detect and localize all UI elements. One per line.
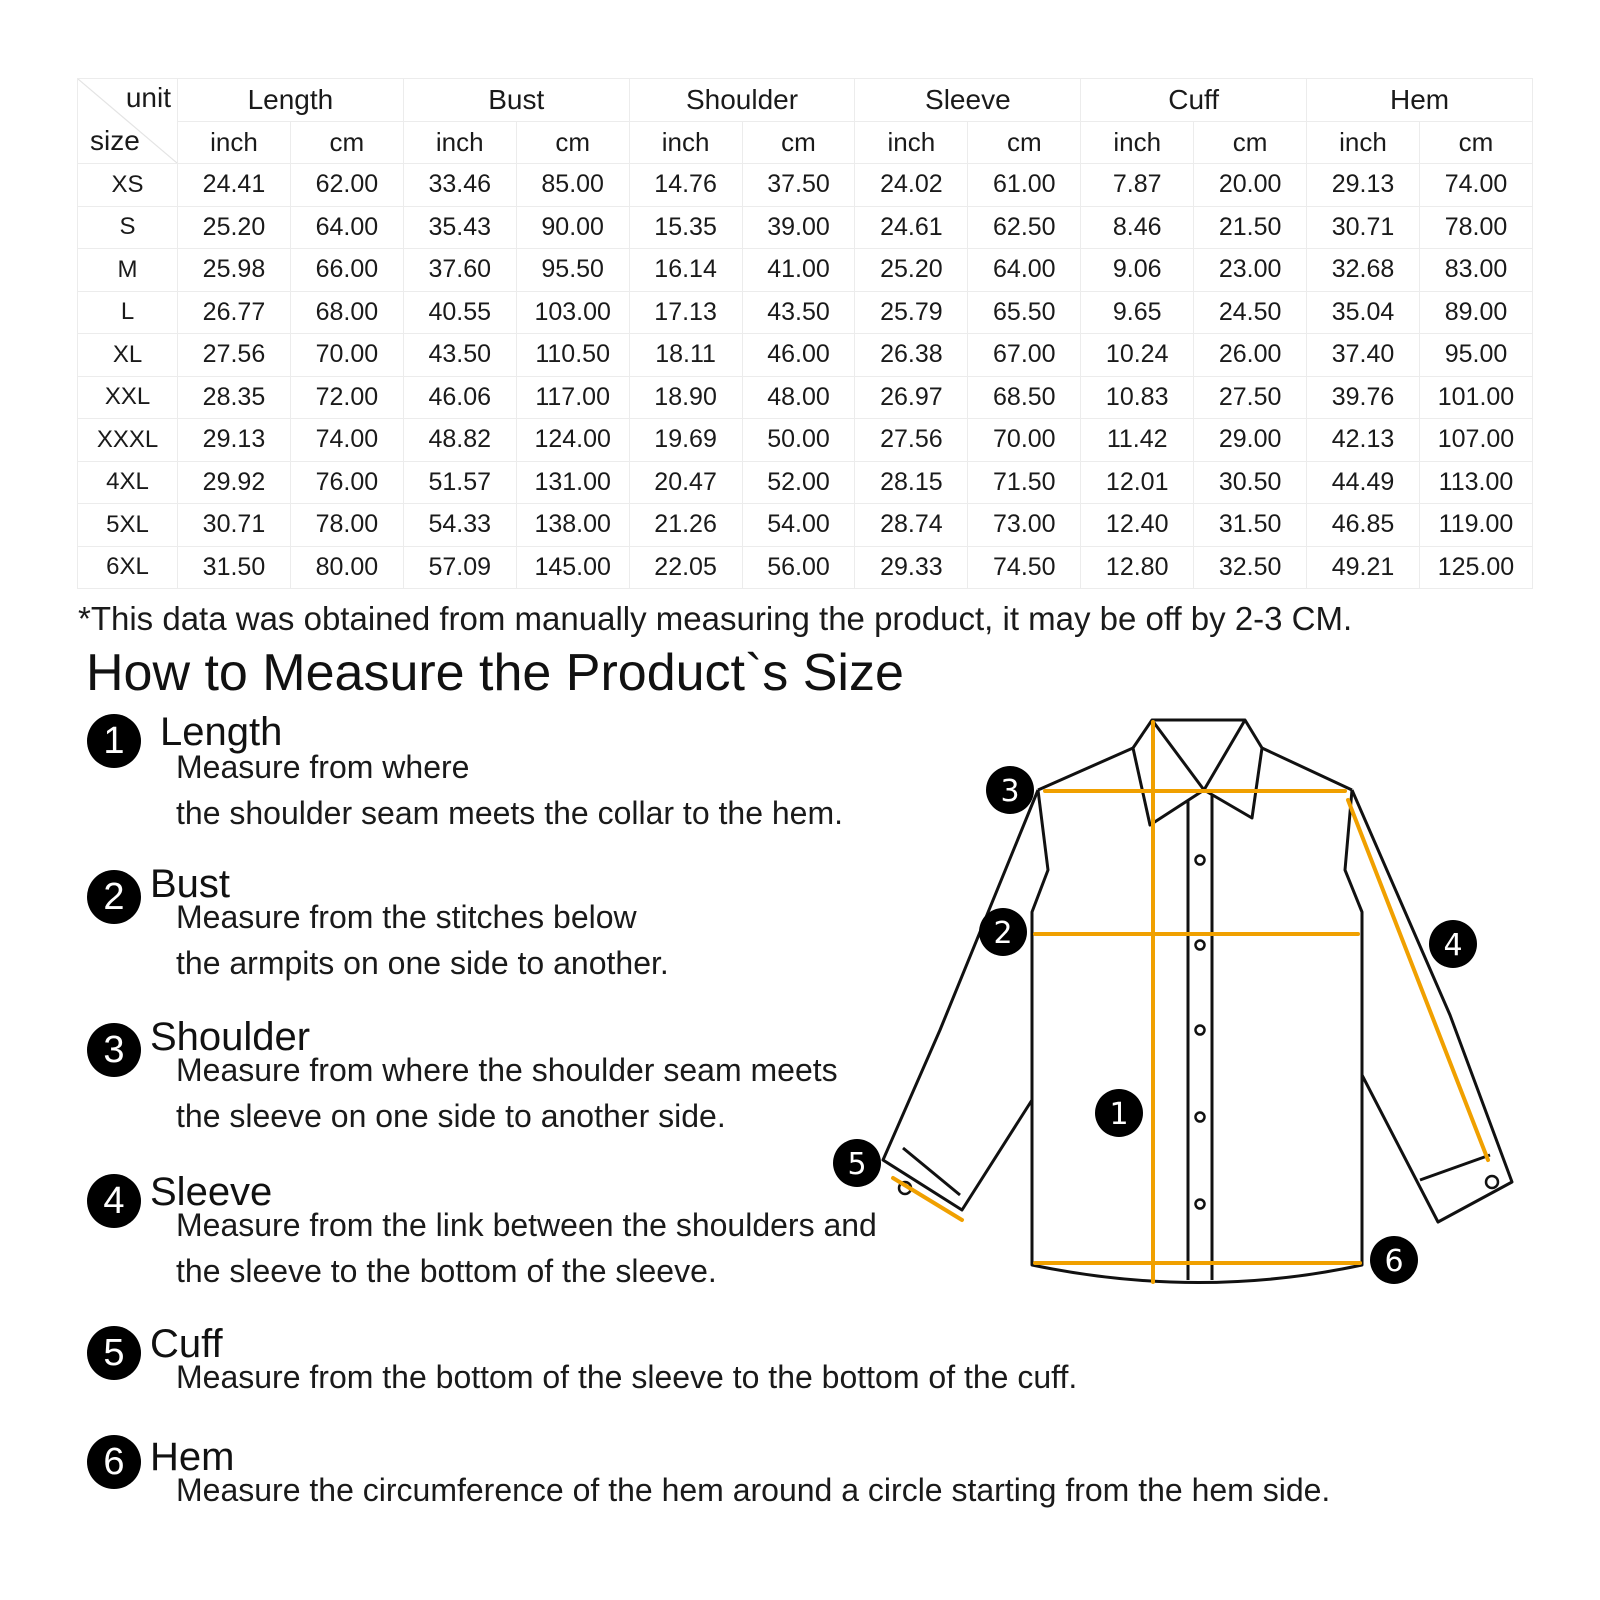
size-chart-table (77, 78, 1533, 589)
table-cell: 56.00 (742, 546, 855, 589)
table-cell: 29.13 (1307, 164, 1420, 207)
size-label-cell: XL (78, 334, 178, 377)
table-cell: 73.00 (968, 504, 1081, 547)
table-cell: 66.00 (290, 249, 403, 292)
shirt-button (1196, 1200, 1205, 1209)
table-cell: 54.00 (742, 504, 855, 547)
table-row (78, 334, 1533, 377)
table-cell: 117.00 (516, 376, 629, 419)
table-cell: 50.00 (742, 419, 855, 462)
unit-header-inch: inch (629, 121, 742, 164)
table-cell: 25.79 (855, 291, 968, 334)
table-cell: 80.00 (290, 546, 403, 589)
table-cell: 31.50 (1194, 504, 1307, 547)
table-cell: 24.02 (855, 164, 968, 207)
table-row (78, 249, 1533, 292)
table-cell: 8.46 (1081, 206, 1194, 249)
marker-4: 4 (1443, 928, 1463, 963)
marker-2: 2 (993, 916, 1013, 951)
table-cell: 46.00 (742, 334, 855, 377)
table-cell: 124.00 (516, 419, 629, 462)
instruction-line: the armpits on one side to another. (176, 945, 669, 981)
table-cell: 44.49 (1307, 461, 1420, 504)
table-cell: 43.50 (403, 334, 516, 377)
size-label-cell: S (78, 206, 178, 249)
table-cell: 22.05 (629, 546, 742, 589)
howto-title: How to Measure the Product`s Size (86, 644, 904, 702)
table-row (78, 546, 1533, 589)
table-cell: 9.06 (1081, 249, 1194, 292)
table-cell: 27.56 (178, 334, 291, 377)
marker-1: 1 (1109, 1097, 1129, 1132)
table-cell: 46.85 (1307, 504, 1420, 547)
table-cell: 25.98 (178, 249, 291, 292)
table-cell: 103.00 (516, 291, 629, 334)
sleeve-measure-line (1348, 800, 1488, 1160)
table-cell: 89.00 (1419, 291, 1532, 334)
table-cell: 20.47 (629, 461, 742, 504)
measure-lines (893, 722, 1488, 1282)
table-cell: 27.50 (1194, 376, 1307, 419)
table-cell: 29.92 (178, 461, 291, 504)
table-cell: 14.76 (629, 164, 742, 207)
table-cell: 28.15 (855, 461, 968, 504)
table-cell: 39.76 (1307, 376, 1420, 419)
instruction-line: the sleeve on one side to another side. (176, 1098, 726, 1134)
table-cell: 10.24 (1081, 334, 1194, 377)
number-badge: 4 (87, 1174, 141, 1228)
table-cell: 9.65 (1081, 291, 1194, 334)
size-label-cell: XS (78, 164, 178, 207)
instruction-line: Measure from where (176, 749, 470, 785)
table-cell: 35.04 (1307, 291, 1420, 334)
table-cell: 12.01 (1081, 461, 1194, 504)
table-cell: 41.00 (742, 249, 855, 292)
table-cell: 29.00 (1194, 419, 1307, 462)
table-cell: 30.50 (1194, 461, 1307, 504)
table-cell: 25.20 (855, 249, 968, 292)
table-cell: 131.00 (516, 461, 629, 504)
number-badge: 2 (87, 870, 141, 924)
table-cell: 78.00 (290, 504, 403, 547)
table-cell: 62.00 (290, 164, 403, 207)
shirt-button (1196, 1113, 1205, 1122)
table-cell: 17.13 (629, 291, 742, 334)
instruction-line: Measure from where the shoulder seam meets (176, 1052, 838, 1088)
table-cell: 21.50 (1194, 206, 1307, 249)
table-cell: 24.50 (1194, 291, 1307, 334)
size-label-cell: 4XL (78, 461, 178, 504)
header-bust: Bust (403, 79, 629, 122)
measurement-note: *This data was obtained from manually measuring the product, it may be off by 2-3 CM. (78, 600, 1353, 637)
table-cell: 12.40 (1081, 504, 1194, 547)
table-row (78, 376, 1533, 419)
table-cell: 7.87 (1081, 164, 1194, 207)
table-cell: 31.50 (178, 546, 291, 589)
table-cell: 29.33 (855, 546, 968, 589)
marker-6: 6 (1384, 1244, 1404, 1279)
table-cell: 85.00 (516, 164, 629, 207)
header-shoulder: Shoulder (629, 79, 855, 122)
unit-header-cm: cm (1419, 121, 1532, 164)
instruction-title: Sleeve (150, 1170, 273, 1214)
table-cell: 39.00 (742, 206, 855, 249)
table-cell: 51.57 (403, 461, 516, 504)
table-cell: 67.00 (968, 334, 1081, 377)
unit-header-cm: cm (742, 121, 855, 164)
table-cell: 74.00 (290, 419, 403, 462)
table-cell: 48.82 (403, 419, 516, 462)
instruction-title: Length (160, 710, 283, 754)
right-cuff-seam (1420, 1155, 1490, 1180)
table-cell: 16.14 (629, 249, 742, 292)
unit-header-inch: inch (403, 121, 516, 164)
size-label-cell: XXXL (78, 419, 178, 462)
size-label-cell: L (78, 291, 178, 334)
table-cell: 32.50 (1194, 546, 1307, 589)
table-cell: 26.38 (855, 334, 968, 377)
instruction-title: Hem (150, 1435, 235, 1479)
table-cell: 18.11 (629, 334, 742, 377)
table-cell: 28.35 (178, 376, 291, 419)
shirt-outline (883, 720, 1512, 1283)
unit-header-cm: cm (516, 121, 629, 164)
table-cell: 35.43 (403, 206, 516, 249)
table-cell: 27.56 (855, 419, 968, 462)
table-cell: 61.00 (968, 164, 1081, 207)
corner-unit-label: unit (125, 82, 171, 113)
table-cell: 46.06 (403, 376, 516, 419)
table-cell: 49.21 (1307, 546, 1420, 589)
table-cell: 37.50 (742, 164, 855, 207)
right-cuff-button (1486, 1176, 1498, 1188)
table-cell: 43.50 (742, 291, 855, 334)
table-cell: 125.00 (1419, 546, 1532, 589)
table-cell: 30.71 (1307, 206, 1420, 249)
table-cell: 52.00 (742, 461, 855, 504)
unit-header-inch: inch (1307, 121, 1420, 164)
table-cell: 29.13 (178, 419, 291, 462)
table-cell: 107.00 (1419, 419, 1532, 462)
size-label-cell: 5XL (78, 504, 178, 547)
table-cell: 48.00 (742, 376, 855, 419)
header-cuff: Cuff (1081, 79, 1307, 122)
table-cell: 10.83 (1081, 376, 1194, 419)
table-cell: 74.50 (968, 546, 1081, 589)
table-cell: 37.60 (403, 249, 516, 292)
table-cell: 110.50 (516, 334, 629, 377)
table-cell: 11.42 (1081, 419, 1194, 462)
table-cell: 15.35 (629, 206, 742, 249)
table-cell: 26.00 (1194, 334, 1307, 377)
table-cell: 26.77 (178, 291, 291, 334)
table-cell: 20.00 (1194, 164, 1307, 207)
table-cell: 90.00 (516, 206, 629, 249)
unit-header-cm: cm (968, 121, 1081, 164)
table-row (78, 461, 1533, 504)
size-label-cell: XXL (78, 376, 178, 419)
unit-header-cm: cm (290, 121, 403, 164)
table-cell: 83.00 (1419, 249, 1532, 292)
table-cell: 68.50 (968, 376, 1081, 419)
header-length: Length (178, 79, 404, 122)
table-corner-cell (78, 79, 178, 164)
table-cell: 26.97 (855, 376, 968, 419)
shirt-button (1196, 1026, 1205, 1035)
table-cell: 25.20 (178, 206, 291, 249)
table-cell: 71.50 (968, 461, 1081, 504)
instruction-line: Measure from the stitches below (176, 899, 637, 935)
instruction-line: Measure from the link between the shoulders and (176, 1207, 877, 1243)
unit-header-inch: inch (1081, 121, 1194, 164)
table-cell: 62.50 (968, 206, 1081, 249)
marker-5: 5 (847, 1147, 867, 1182)
table-cell: 68.00 (290, 291, 403, 334)
header-hem: Hem (1307, 79, 1533, 122)
table-cell: 33.46 (403, 164, 516, 207)
table-group-header-row (78, 79, 1533, 122)
table-cell: 95.00 (1419, 334, 1532, 377)
table-cell: 119.00 (1419, 504, 1532, 547)
instruction-line: the shoulder seam meets the collar to the hem. (176, 795, 844, 831)
table-cell: 70.00 (290, 334, 403, 377)
table-cell: 24.41 (178, 164, 291, 207)
table-cell: 74.00 (1419, 164, 1532, 207)
table-cell: 64.00 (290, 206, 403, 249)
header-sleeve: Sleeve (855, 79, 1081, 122)
number-badge: 1 (87, 714, 141, 768)
table-cell: 24.61 (855, 206, 968, 249)
table-cell: 78.00 (1419, 206, 1532, 249)
table-cell: 95.50 (516, 249, 629, 292)
table-row (78, 504, 1533, 547)
table-row (78, 206, 1533, 249)
table-cell: 54.33 (403, 504, 516, 547)
size-label-cell: 6XL (78, 546, 178, 589)
unit-header-cm: cm (1194, 121, 1307, 164)
shirt-button (1196, 856, 1205, 865)
shirt-diagram (820, 700, 1520, 1320)
instruction-line: Measure from the bottom of the sleeve to the bottom of the cuff. (176, 1359, 1078, 1395)
instruction-title: Cuff (150, 1322, 223, 1366)
unit-header-inch: inch (178, 121, 291, 164)
table-cell: 113.00 (1419, 461, 1532, 504)
table-cell: 138.00 (516, 504, 629, 547)
number-badge: 5 (87, 1326, 141, 1380)
table-cell: 65.50 (968, 291, 1081, 334)
table-cell: 21.26 (629, 504, 742, 547)
table-cell: 101.00 (1419, 376, 1532, 419)
table-cell: 76.00 (290, 461, 403, 504)
table-cell: 72.00 (290, 376, 403, 419)
table-cell: 64.00 (968, 249, 1081, 292)
table-cell: 23.00 (1194, 249, 1307, 292)
corner-size-label: size (90, 125, 140, 156)
table-cell: 18.90 (629, 376, 742, 419)
instruction-title: Bust (150, 862, 231, 906)
number-badge: 6 (87, 1435, 141, 1489)
table-cell: 30.71 (178, 504, 291, 547)
table-row (78, 164, 1533, 207)
shirt-collar-fold (1152, 720, 1245, 790)
size-label-cell: M (78, 249, 178, 292)
unit-header-inch: inch (855, 121, 968, 164)
table-row (78, 291, 1533, 334)
table-cell: 40.55 (403, 291, 516, 334)
shirt-shoulder-lines (1038, 748, 1352, 790)
instruction-line: Measure the circumference of the hem around a circle starting from the hem side. (176, 1472, 1331, 1508)
table-cell: 70.00 (968, 419, 1081, 462)
left-sleeve-outline (883, 790, 1038, 1210)
table-cell: 37.40 (1307, 334, 1420, 377)
table-unit-header-row (78, 121, 1533, 164)
table-cell: 57.09 (403, 546, 516, 589)
table-cell: 12.80 (1081, 546, 1194, 589)
shirt-button (1196, 941, 1205, 950)
table-cell: 19.69 (629, 419, 742, 462)
instruction-line: the sleeve to the bottom of the sleeve. (176, 1253, 717, 1289)
table-cell: 42.13 (1307, 419, 1420, 462)
table-cell: 32.68 (1307, 249, 1420, 292)
cuff-measure-line (893, 1178, 962, 1220)
marker-3: 3 (1000, 774, 1020, 809)
table-cell: 28.74 (855, 504, 968, 547)
instruction-title: Shoulder (150, 1015, 311, 1059)
table-row (78, 419, 1533, 462)
table-cell: 145.00 (516, 546, 629, 589)
number-badge: 3 (87, 1023, 141, 1077)
